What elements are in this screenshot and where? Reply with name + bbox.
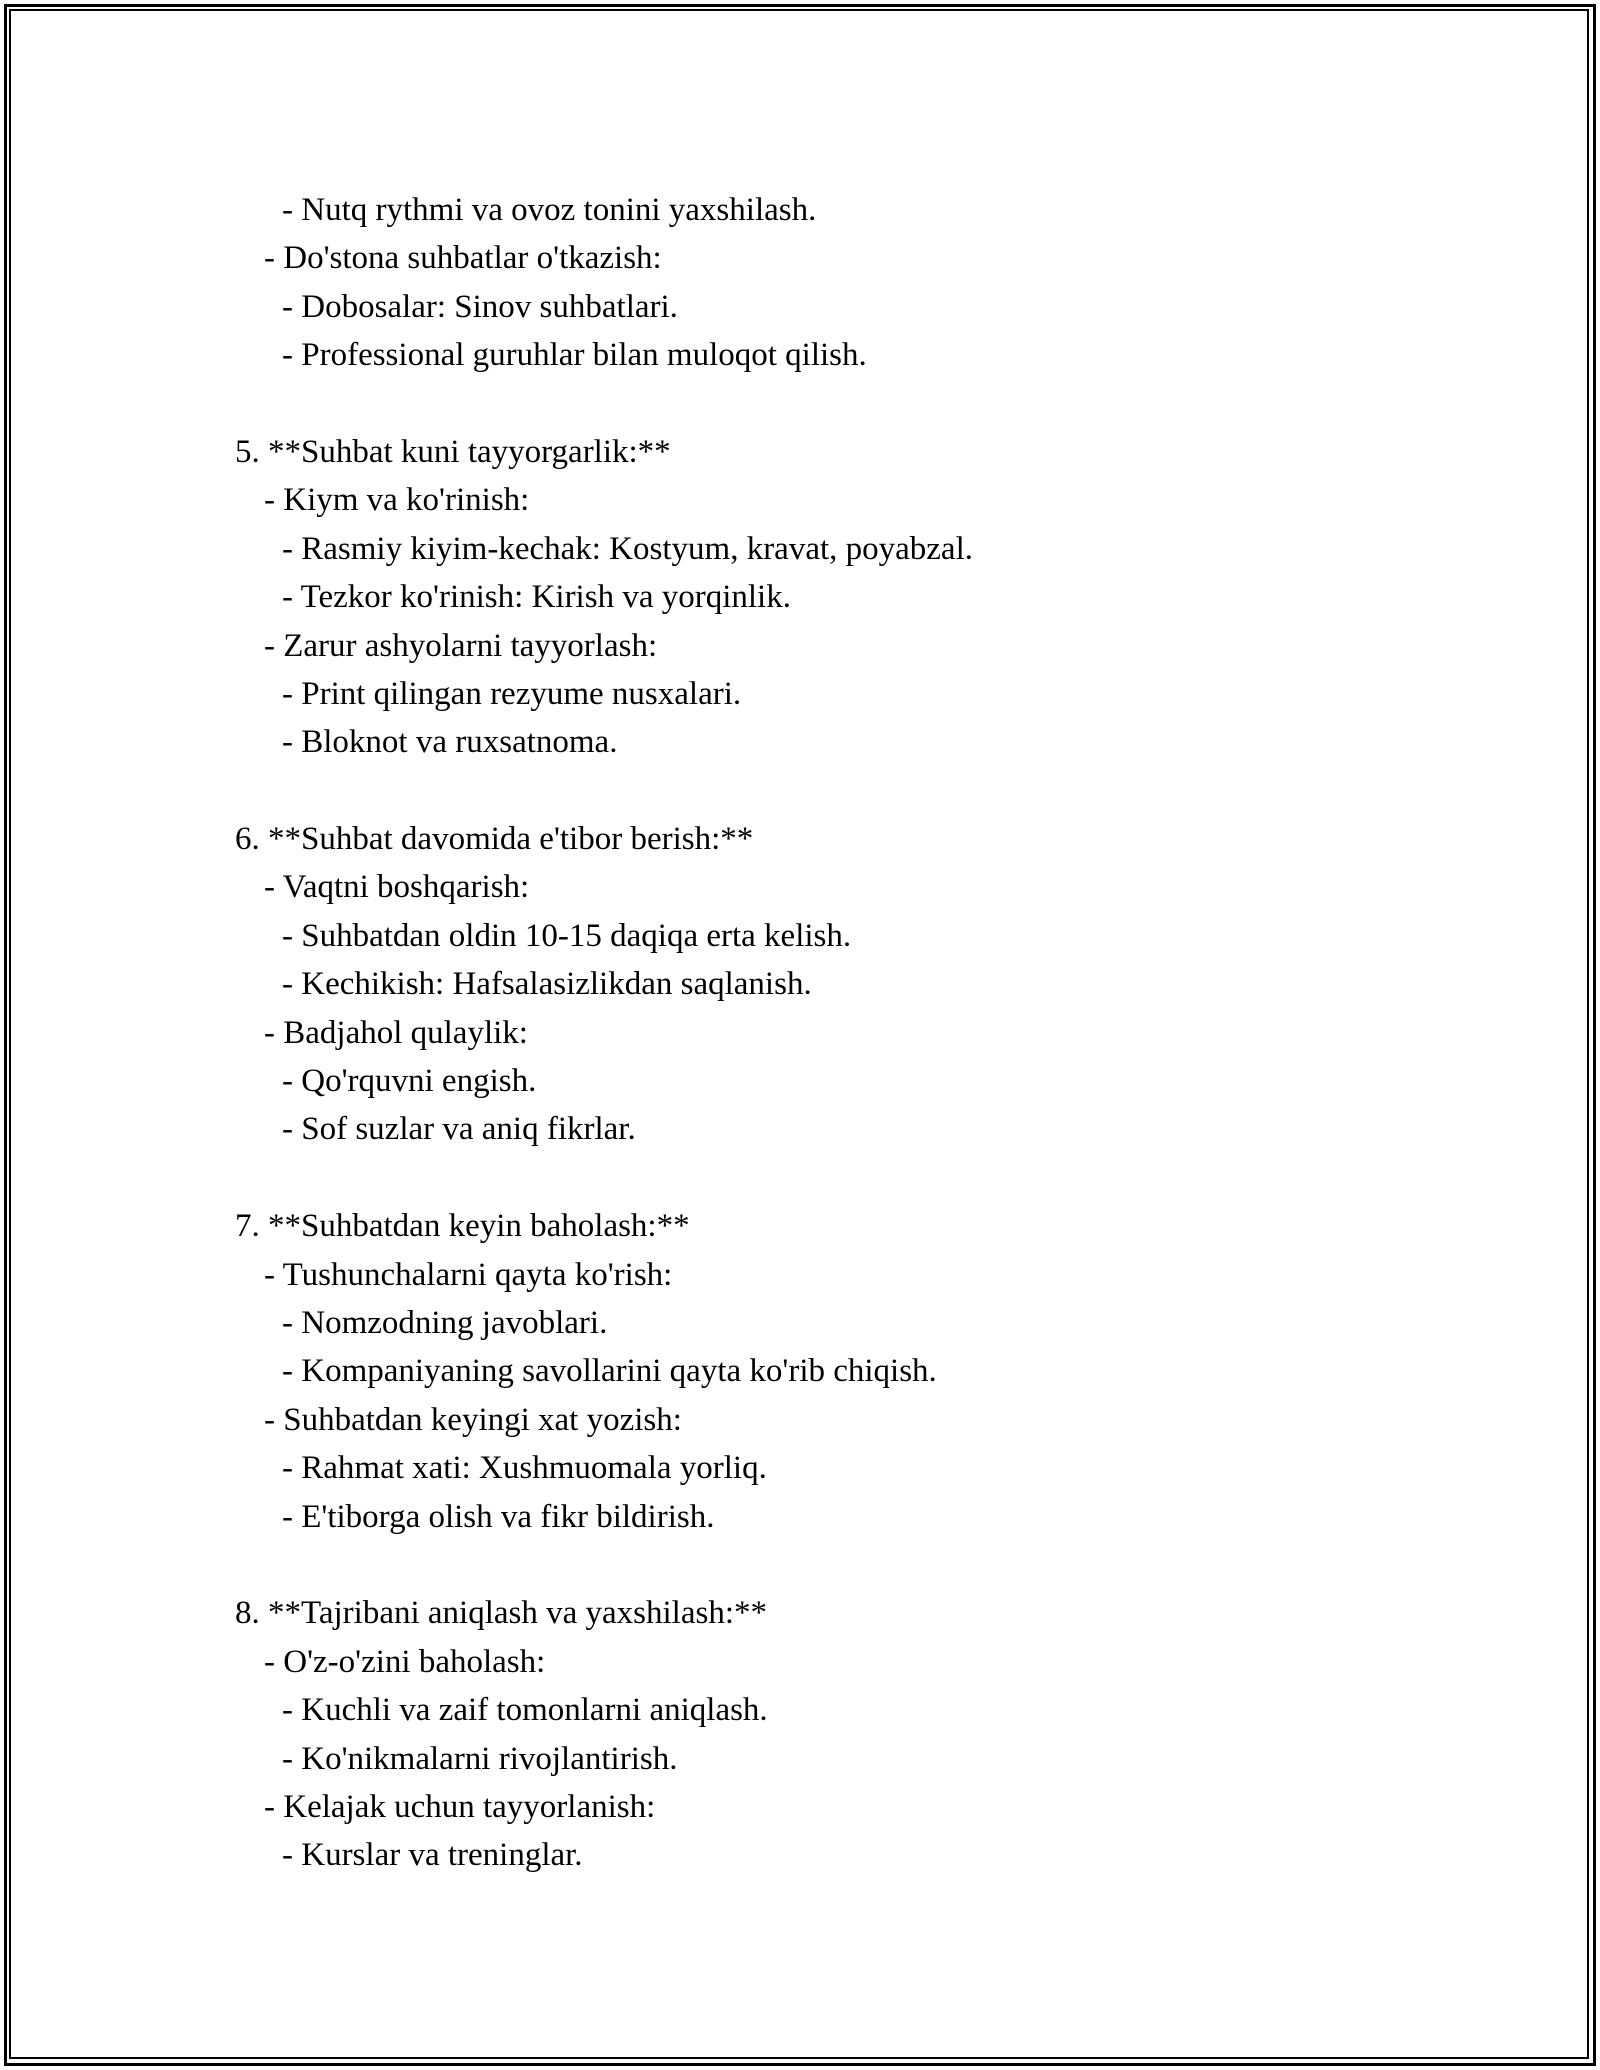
sub-item: - Badjahol qulaylik: <box>264 1014 528 1051</box>
sub-sub-item: - Professional guruhlar bilan muloqot qilish. <box>282 337 867 374</box>
blank-line <box>0 767 1600 815</box>
sub-item: - Do'stona suhbatlar o'tkazish: <box>264 240 662 277</box>
sub-item: - Vaqtni boshqarish: <box>264 869 530 906</box>
sub-sub-item: - Bloknot va ruxsatnoma. <box>282 724 618 761</box>
sub-sub-item: - Kuchli va zaif tomonlarni aniqlash. <box>282 1692 768 1729</box>
sub-item: - Kelajak uchun tayyorlanish: <box>264 1788 656 1825</box>
sub-sub-item: - Qo'rquvni engish. <box>282 1063 537 1100</box>
sub-sub-item: - Kompaniyaning savollarini qayta ko'rib chiqish. <box>282 1353 937 1390</box>
sub-sub-item: - Ko'nikmalarni rivojlantirish. <box>282 1740 678 1777</box>
sub-sub-item: - Tezkor ko'rinish: Kirish va yorqinlik. <box>282 579 791 616</box>
document-body <box>0 186 1600 1880</box>
section-heading: 7. **Suhbatdan keyin baholash:** <box>235 1208 690 1245</box>
blank-line <box>0 1541 1600 1589</box>
sub-item: - Kiym va ko'rinish: <box>264 482 530 519</box>
sub-sub-item: - Rasmiy kiyim-kechak: Kostyum, kravat, poyabzal. <box>282 530 974 567</box>
blank-line <box>0 380 1600 428</box>
sub-sub-item: - Nomzodning javoblari. <box>282 1304 608 1341</box>
sub-sub-item: - Kechikish: Hafsalasizlikdan saqlanish. <box>282 966 812 1003</box>
sub-item: - Suhbatdan keyingi xat yozish: <box>264 1401 682 1438</box>
sub-item: - Tushunchalarni qayta ko'rish: <box>264 1256 673 1293</box>
sub-sub-item: - E'tiborga olish va fikr bildirish. <box>282 1498 715 1535</box>
section-heading: 6. **Suhbat davomida e'tibor berish:** <box>235 821 754 858</box>
sub-item: - Zarur ashyolarni tayyorlash: <box>264 627 658 664</box>
sub-sub-item: - Kurslar va treninglar. <box>282 1837 583 1874</box>
blank-line <box>0 1154 1600 1202</box>
sub-sub-item: - Suhbatdan oldin 10-15 daqiqa erta kelish. <box>282 917 852 954</box>
sub-sub-item: - Print qilingan rezyume nusxalari. <box>282 675 742 712</box>
section-heading: 5. **Suhbat kuni tayyorgarlik:** <box>235 433 671 470</box>
sub-sub-item: - Nutq rythmi va ovoz tonini yaxshilash. <box>282 192 817 228</box>
sub-sub-item: - Dobosalar: Sinov suhbatlari. <box>282 288 678 325</box>
section-heading: 8. **Tajribani aniqlash va yaxshilash:** <box>235 1595 767 1632</box>
sub-sub-item: - Sof suzlar va aniq fikrlar. <box>282 1111 636 1148</box>
sub-item: - O'z-o'zini baholash: <box>264 1643 546 1680</box>
sub-sub-item: - Rahmat xati: Xushmuomala yorliq. <box>282 1450 767 1487</box>
